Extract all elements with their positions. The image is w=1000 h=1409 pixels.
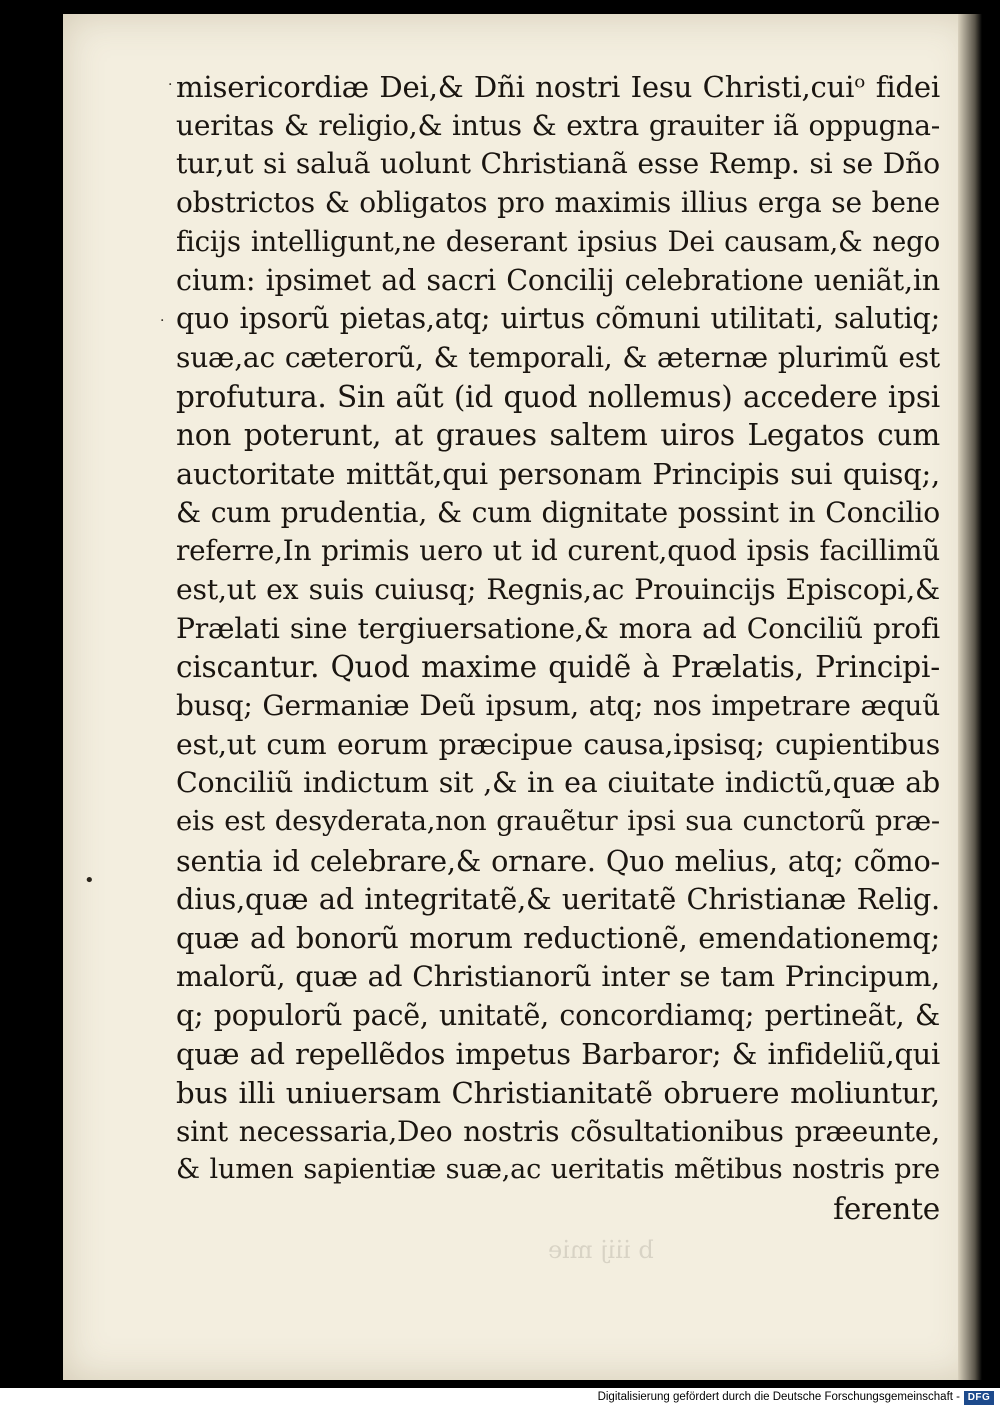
text-line: cium: ipsimet ad sacri Concilij celebratione ueniãt,in bbox=[176, 263, 940, 298]
text-line: & lumen sapientiæ suæ,ac ueritatis mẽtibus nostris pre bbox=[176, 1154, 940, 1186]
text-line: busq; Germaniæ Deũ ipsum, atq; nos impetrare æquũ bbox=[176, 689, 940, 722]
text-line: tur,ut si saluã uolunt Christianã esse Remp. si se Dño bbox=[176, 147, 940, 181]
text-line: sentia id celebrare,& ornare. Quo melius, atq; cõmo- bbox=[176, 843, 940, 878]
text-line: ueritas & religio,& intus & extra grauiter iã oppugna- bbox=[176, 108, 940, 142]
text-line: quæ ad bonorũ morum reductionẽ, emendationemq; bbox=[176, 921, 940, 956]
catchword: ferente bbox=[833, 1191, 940, 1226]
page-edge-shadow bbox=[958, 14, 982, 1380]
funding-credit: Digitalisierung gefördert durch die Deutsche Forschungsgemeinschaft - bbox=[597, 1391, 960, 1403]
text-line: ficijs intelligunt,ne deserant ipsius Dei causam,& nego bbox=[176, 224, 940, 258]
margin-mark: • bbox=[84, 870, 95, 891]
margin-mark: · bbox=[160, 313, 165, 329]
text-line: referre,In primis uero ut id curent,quod ipsis facillimũ bbox=[176, 534, 940, 568]
text-line: sint necessaria,Deo nostris cõsultationibus præeunte, bbox=[176, 1114, 940, 1148]
text-line: Prælati sine tergiuersatione,& mora ad Conciliũ profi bbox=[176, 611, 940, 645]
text-line: non poterunt, at graues saltem uiros Legatos cum bbox=[176, 418, 940, 453]
text-line: quo ipsorũ pietas,atq; uirtus cõmuni utilitati, salutiq; bbox=[176, 302, 940, 336]
text-line: est,ut cum eorum præcipue causa,ipsisq; cupientibus bbox=[176, 727, 940, 761]
text-line: eis est desyderata,non grauẽtur ipsi sua cunctorũ præ- bbox=[176, 806, 940, 838]
text-line: obstrictos & obligatos pro maximis illius erga se bene bbox=[176, 186, 940, 220]
text-line: est,ut ex suis cuiusq; Regnis,ac Prouincijs Episcopi,& bbox=[176, 572, 940, 606]
text-line: profutura. Sin aũt (id quod nollemus) accedere ipsi bbox=[176, 379, 940, 414]
text-line: q; populorũ pacẽ, unitatẽ, concordiamq; pertineãt, & bbox=[176, 998, 940, 1032]
text-line: suæ,ac cæterorũ, & temporali, & æternæ plurimũ est bbox=[176, 340, 940, 374]
text-line: & cum prudentia, & cum dignitate possint in Concilio bbox=[176, 495, 940, 529]
margin-mark: · bbox=[168, 77, 173, 93]
text-line: malorũ, quæ ad Christianorũ inter se tam Principum, bbox=[176, 959, 940, 993]
dfg-logo: DFG bbox=[964, 1391, 994, 1405]
page-text bbox=[176, 68, 940, 1229]
text-line: bus illi uniuersam Christianitatẽ obruere moliuntur, bbox=[176, 1075, 940, 1110]
text-line: quæ ad repellẽdos impetus Barbaror; & infideliũ,qui bbox=[176, 1037, 940, 1072]
text-line: auctoritate mittãt,qui personam Principis sui quisq;, bbox=[176, 456, 940, 491]
text-line: Conciliũ indictum sit ,& in ea ciuitate indictũ,quæ ab bbox=[176, 766, 940, 800]
text-line: misericordiæ Dei,& Dñi nostri Iesu Christi,cuiᵒ fidei bbox=[176, 70, 940, 104]
text-line: dius,quæ ad integritatẽ,& ueritatẽ Christianæ Relig. bbox=[176, 882, 940, 917]
bleed-through-text: b iiij mie bbox=[548, 1236, 654, 1264]
footer-bar bbox=[0, 1388, 1000, 1409]
text-line: ciscantur. Quod maxime quidẽ à Prælatis, Principi- bbox=[176, 650, 940, 685]
